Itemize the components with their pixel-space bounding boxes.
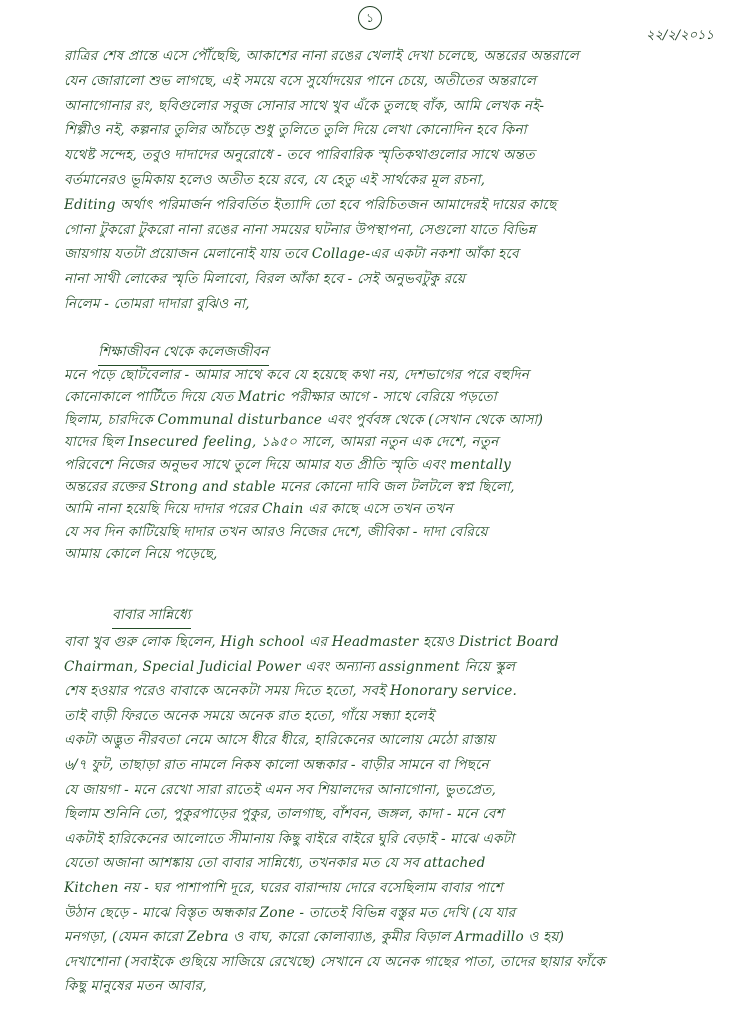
text-line: কোনোকালে পার্টিতে দিয়ে যেত Matric পরীক্ষার আগে - সাথে বেরিয়ে পড়তো — [64, 389, 497, 406]
text-line: একটা অদ্ভুত নীরবতা নেমে আসে ধীরে ধীরে, হারিকেনের আলোয় মেঠো রাস্তায় — [64, 732, 495, 749]
text-line: যেন জোরালো শুভ লাগছে, এই সময়ে বসে সুর্যোদয়ের পানে চেয়ে, অতীতের অন্তরালে — [64, 72, 537, 89]
text-line: যে সব দিন কাটিয়েছি দাদার তখন আরও নিজের দেশে, জীবিকা - দাদা বেরিয়ে — [64, 523, 488, 540]
text-line: যেতো অজানা আশঙ্কায় তো বাবার সান্নিধ্যে, তখনকার মত যে সব attached — [64, 855, 486, 872]
text-line: ছিলাম শুনিনি তো, পুকুরপাড়ের পুকুর, তালগাছ, বাঁশবন, জঙ্গল, কাদা - মনে বেশ — [64, 806, 504, 823]
text-line: জায়গায় যতটা প্রয়োজন মেলানোই যায় তবে Collage-এর একটা নকশা আঁকা হবে — [64, 246, 519, 263]
text-line: আনাগোনার রং, ছবিগুলোর সবুজ সোনার সাথে খুব এঁকে তুলছে বাঁক, আমি লেখক নই- — [64, 97, 545, 114]
text-line: আমি নানা হয়েছি দিয়ে দাদার পরের Chain এর কাছে এসে তখন তখন — [64, 501, 453, 518]
intro-paragraph — [64, 44, 694, 317]
text-line: মনগড়া, (যেমন কারো Zebra ও বাঘ, কারো কোলাব্যাঙ, কুমীর বিড়াল Armadillo ও হয়) — [64, 929, 565, 946]
text-line: মনে পড়ে ছোটবেলার - আমার সাথে কবে যে হয়েছে কথা নয়, দেশভাগের পরে বহুদিন — [64, 367, 530, 383]
section-heading-education: শিক্ষাজীবন থেকে কলেজজীবন — [98, 340, 269, 366]
text-line: আমায় কোলে নিয়ে পড়েছে, — [64, 546, 218, 563]
education-paragraph — [64, 364, 694, 566]
text-line: যাদের ছিল Insecured feeling, ১৯৫০ সালে, আমরা নতুন এক দেশে, নতুন — [64, 434, 499, 451]
text-line: Kitchen নয় - ঘর পাশাপাশি দূরে, ঘরের বারান্দায় দোরে বসেছিলাম বাবার পাশে — [64, 879, 503, 896]
text-line: নানা সাথী লোকের স্মৃতি মিলাবো, বিরল আঁকা হবে - সেই অনুভবটুকু রয়ে — [64, 271, 466, 288]
text-line: রাত্রির শেষ প্রান্তে এসে পৌঁছেছি, আকাশের নানা রঙের খেলাই দেখা চলেছে, অন্তরের অন্তরালে — [64, 48, 579, 64]
text-line: শিল্পীও নই, কল্পনার তুলির আঁচড়ে শুধু তুলিতে তুলি দিয়ে লেখা কোনোদিন হবে কিনা — [64, 122, 527, 139]
text-line: ৬/৭ ফুট, তাছাড়া রাত নামলে নিকষ কালো অন্ধকার - বাড়ীর সামনে বা পিছনে — [64, 756, 489, 773]
text-line: Editing অর্থাৎ পরিমার্জন পরিবর্তিত ইত্যাদি তো হবে পরিচিতজন আমাদেরই দায়ের কাছে — [64, 196, 557, 213]
text-line: শেষ হওয়ার পরেও বাবাকে অনেকটা সময় দিতে হতো, সবই Honorary service. — [64, 683, 518, 700]
text-line: বর্তমানেরও ভূমিকায় হলেও অতীত হয়ে রবে, যে হেতু এই সার্থকের মূল রচনা, — [64, 171, 486, 188]
page-date: ২২/২/২০১১ — [646, 28, 714, 43]
text-line: যে জায়গা - মনে রেখো সারা রাতেই এমন সব শিয়ালদের আনাগোনা, ভুতপ্রেত, — [64, 781, 497, 798]
text-line: কিছু মানুষের মতন আবার, — [64, 978, 207, 995]
text-line: অন্তরের রক্তের Strong and stable মনের কোনো দাবি জল টলটলে স্বপ্ন ছিলো, — [64, 478, 515, 495]
text-line: বাবা খুব গুরু লোক ছিলেন, High school এর Headmaster হয়েও District Board — [64, 634, 559, 650]
text-line: পরিবেশে নিজের অনুভব সাথে তুলে দিয়ে আমার যত প্রীতি স্মৃতি এবং mentally — [64, 456, 512, 473]
section-heading-father: বাবার সান্নিধ্যে — [112, 603, 191, 629]
text-line: একটাই হারিকেনের আলোতে সীমানায় কিছু বাইরে বাইরে ঘুরি বেড়াই - মাঝে একটা — [64, 830, 515, 847]
text-line: তাই বাড়ী ফিরতে অনেক সময়ে অনেক রাত হতো, গাঁয়ে সন্ধ্যা হলেই — [64, 707, 435, 724]
text-line: যথেষ্ট সন্দেহ, তবুও দাদাদের অনুরোধে - তবে পারিবারিক স্মৃতিকথাগুলোর সাথে অন্তত — [64, 147, 535, 164]
father-paragraph — [64, 630, 694, 999]
text-line: দেখাশোনা (সবাইকে গুছিয়ে সাজিয়ে রেখেছে) সেখানে যে অনেক গাছের পাতা, তাদের ছায়ার ফাঁকে — [64, 953, 606, 970]
page-number: ১ — [358, 6, 382, 30]
text-line: ছিলাম, চারদিকে Communal disturbance এবং পুর্ববঙ্গ থেকে (সেখান থেকে আসা) — [64, 411, 544, 428]
text-line: গোনা টুকরো টুকরো নানা রঙের নানা সময়ের ঘটনার উপস্থাপনা, সেগুলো যাতে বিভিন্ন — [64, 221, 536, 238]
text-line: Chairman, Special Judicial Power এবং অন্যান্য assignment নিয়ে স্কুল — [64, 658, 516, 675]
text-line: নিলেম - তোমরা দাদারা বুঝিও না, — [64, 295, 250, 312]
text-line: উঠান ছেড়ে - মাঝে বিস্তৃত অন্ধকার Zone - তাতেই বিভিন্ন বস্তুর মত দেখি (যে যার — [64, 904, 516, 921]
